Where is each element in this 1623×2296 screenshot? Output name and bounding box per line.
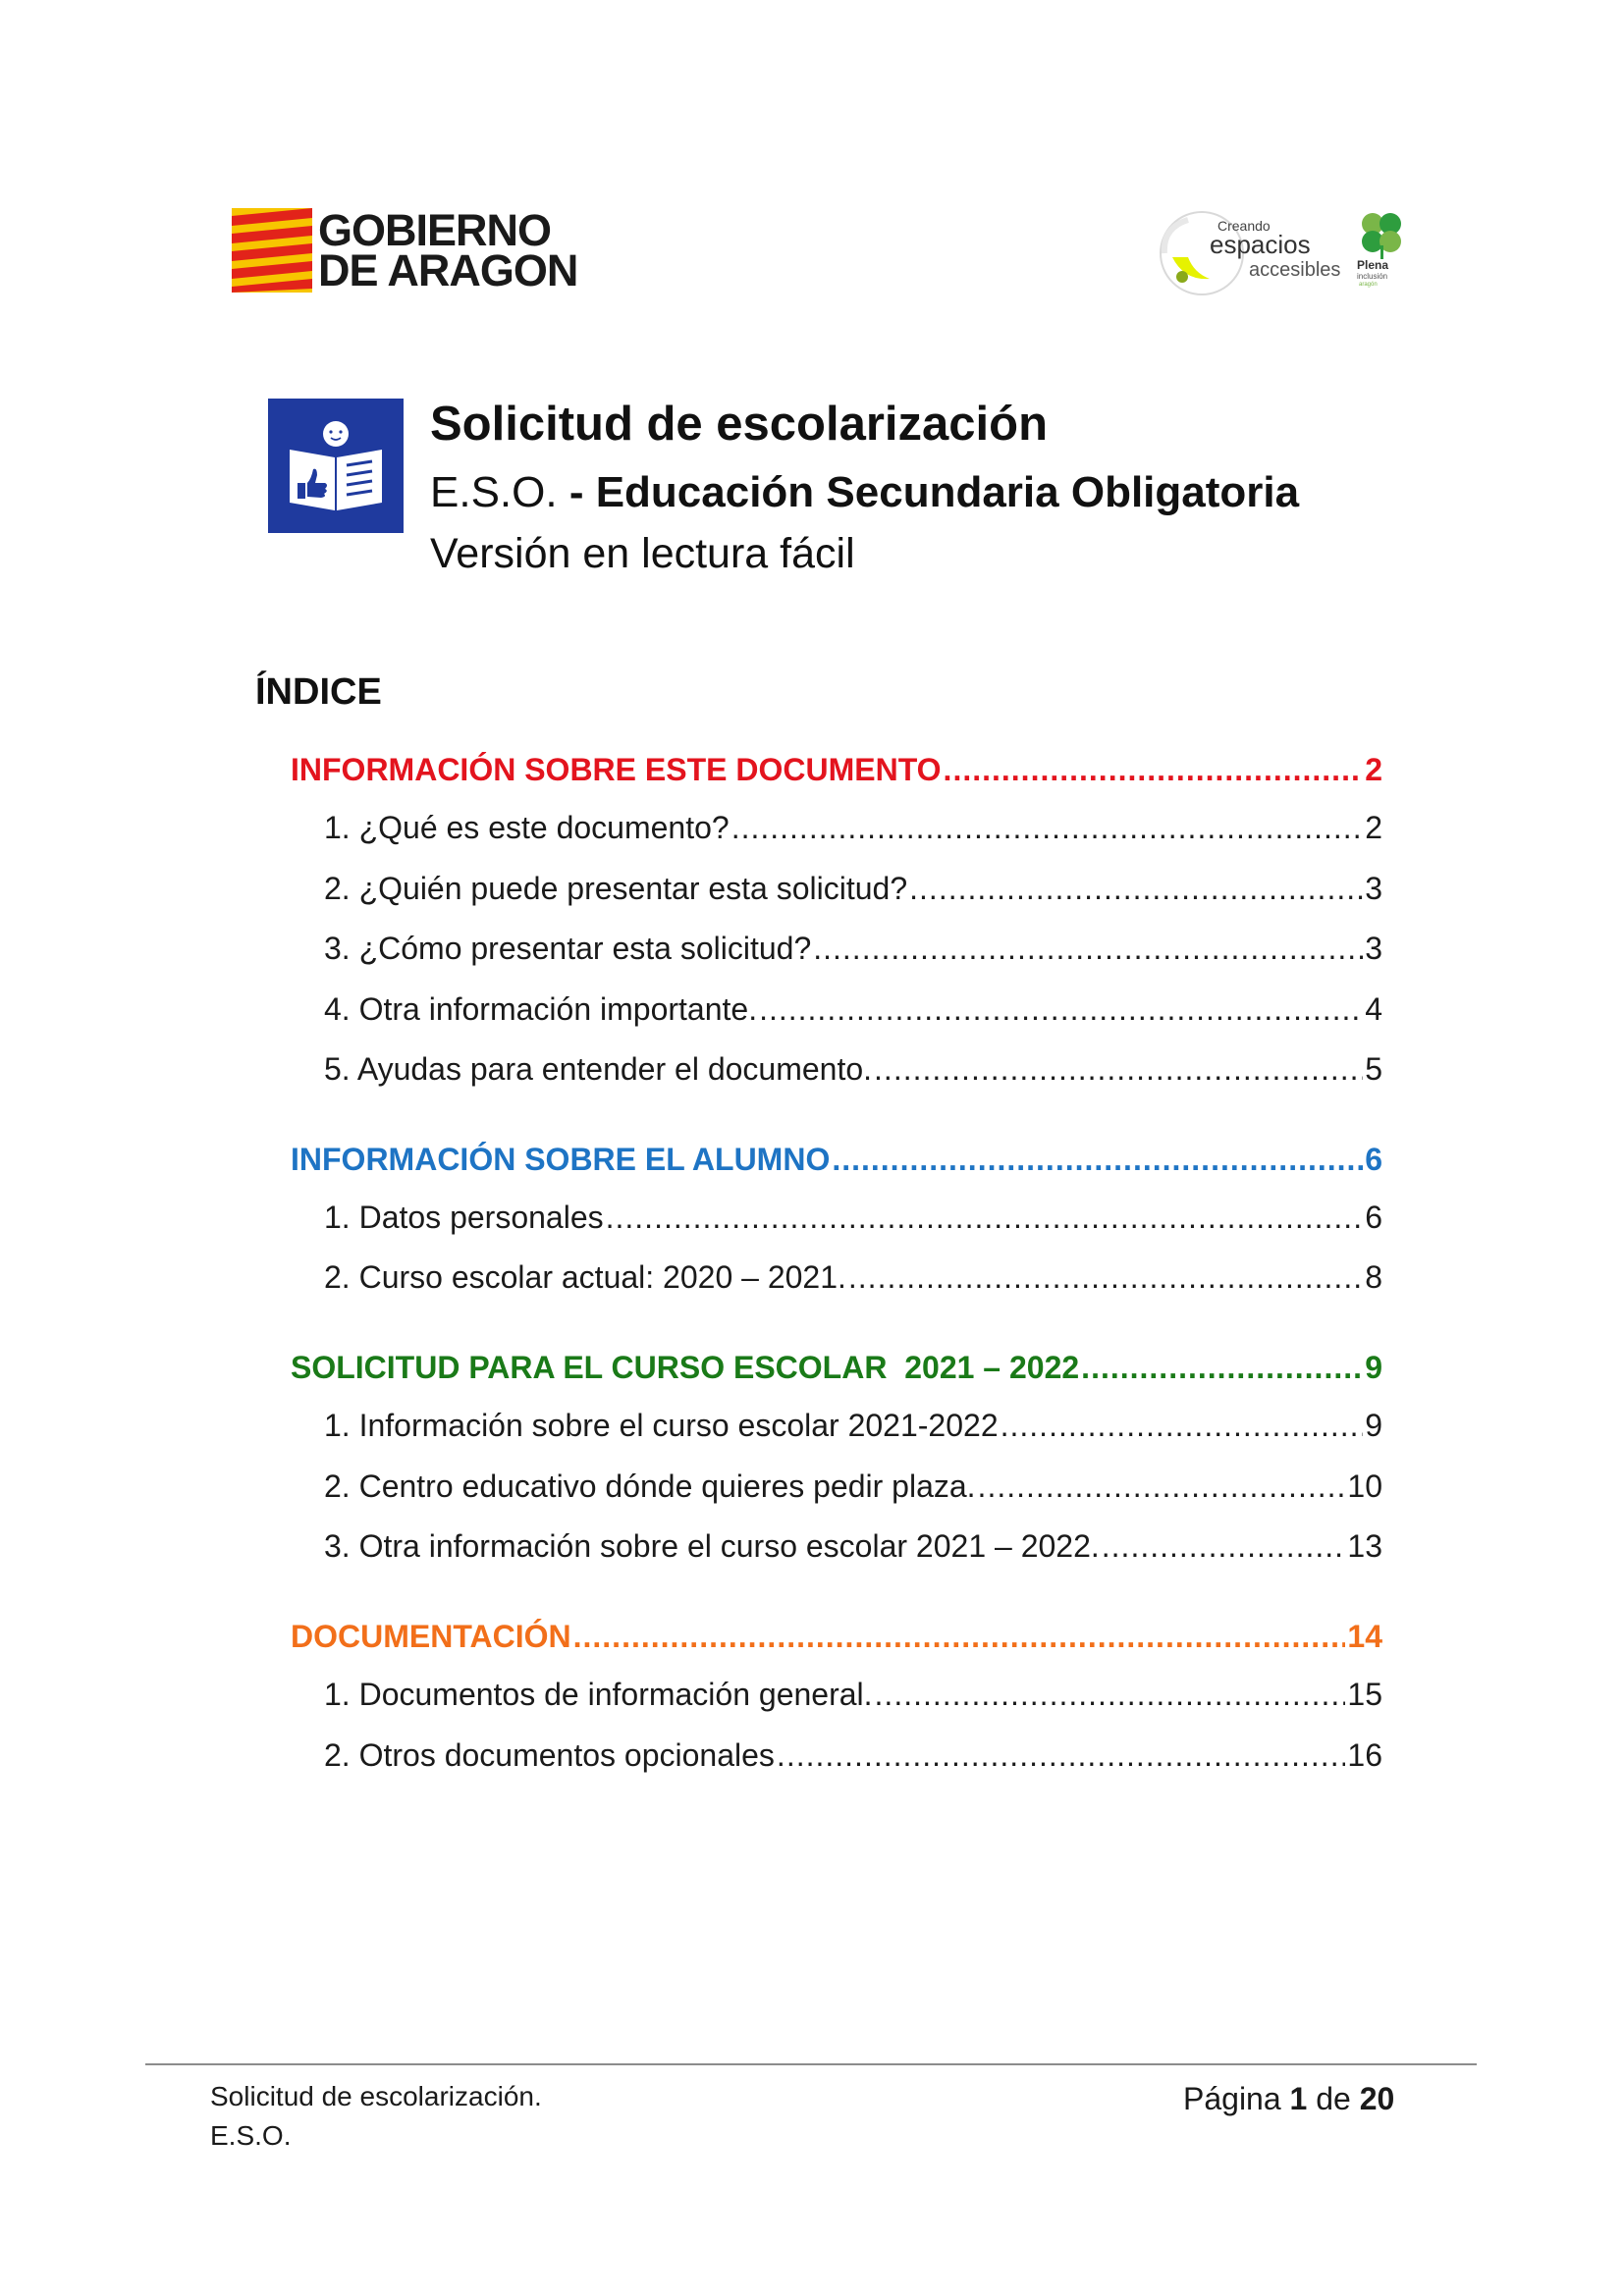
toc-item[interactable] bbox=[324, 1198, 1382, 1237]
document-subtitle bbox=[430, 468, 1299, 517]
toc-page: 2 bbox=[1365, 752, 1382, 787]
toc-leader bbox=[606, 1198, 1364, 1237]
toc-label: 1. Documentos de información general. bbox=[324, 1677, 873, 1712]
toc-label: DOCUMENTACIÓN bbox=[291, 1619, 571, 1654]
toc-label: 4. Otra información importante. bbox=[324, 991, 758, 1027]
toc-page: 3 bbox=[1365, 931, 1382, 966]
toc-label: 1. Datos personales bbox=[324, 1200, 604, 1235]
gobierno-aragon-wordmark bbox=[318, 205, 578, 295]
toc-item[interactable] bbox=[324, 1049, 1382, 1089]
toc-page: 9 bbox=[1365, 1408, 1382, 1443]
toc-page: 6 bbox=[1365, 1200, 1382, 1235]
toc-item[interactable] bbox=[324, 929, 1382, 968]
toc-label: 1. Información sobre el curso escolar 2021-2022 bbox=[324, 1408, 999, 1443]
toc-page: 2 bbox=[1365, 810, 1382, 845]
toc-page: 15 bbox=[1347, 1677, 1382, 1712]
logo-inclusion-text: inclusión bbox=[1357, 272, 1388, 281]
page-current: 1 bbox=[1289, 2081, 1308, 2116]
toc-label: INFORMACIÓN SOBRE ESTE DOCUMENTO bbox=[291, 752, 942, 787]
toc-label: 2. ¿Quién puede presentar esta solicitud? bbox=[324, 871, 908, 906]
logo-plena-text: Plena bbox=[1357, 258, 1389, 272]
subtitle-eso: E.S.O. bbox=[430, 468, 558, 516]
toc-leader bbox=[813, 929, 1363, 968]
logo-creando-text: Creando bbox=[1217, 218, 1271, 234]
easy-read-icon bbox=[268, 399, 404, 533]
toc-item[interactable] bbox=[324, 869, 1382, 908]
toc-leader bbox=[573, 1617, 1346, 1656]
page-prefix: Página bbox=[1183, 2081, 1281, 2116]
toc-item[interactable] bbox=[324, 1526, 1382, 1566]
toc-label: 5. Ayudas para entender el documento. bbox=[324, 1051, 873, 1087]
toc-label: 2. Otros documentos opcionales bbox=[324, 1737, 775, 1773]
footer-divider bbox=[145, 2063, 1477, 2065]
index-heading: ÍNDICE bbox=[255, 671, 382, 713]
toc-leader bbox=[759, 989, 1363, 1029]
toc-leader bbox=[1081, 1348, 1363, 1387]
toc-item[interactable] bbox=[324, 1467, 1382, 1506]
toc-item[interactable] bbox=[324, 808, 1382, 847]
toc-leader bbox=[1102, 1526, 1346, 1566]
toc-label: 3. ¿Cómo presentar esta solicitud? bbox=[324, 931, 812, 966]
logo-aragon-text: aragón bbox=[1359, 282, 1378, 288]
toc-section-documentacion[interactable] bbox=[291, 1617, 1382, 1656]
logo-line-1: GOBIERNO bbox=[318, 205, 552, 255]
toc-leader bbox=[944, 750, 1364, 789]
footer-document-name: Solicitud de escolarización. bbox=[210, 2081, 542, 2111]
toc-section-solicitud-curso[interactable] bbox=[291, 1348, 1382, 1387]
toc-leader bbox=[875, 1675, 1346, 1714]
toc-leader bbox=[874, 1049, 1363, 1089]
document-version: Versión en lectura fácil bbox=[430, 530, 855, 577]
toc-label: INFORMACIÓN SOBRE EL ALUMNO bbox=[291, 1142, 831, 1177]
toc-page: 4 bbox=[1365, 991, 1382, 1027]
toc-section-informacion-documento[interactable] bbox=[291, 750, 1382, 789]
plena-inclusion-clover-icon bbox=[1357, 208, 1406, 259]
toc-page: 9 bbox=[1365, 1350, 1382, 1385]
toc-leader bbox=[832, 1140, 1363, 1179]
toc-label: 3. Otra información sobre el curso escolar 2021 – 2022. bbox=[324, 1528, 1100, 1564]
footer-page-number bbox=[1183, 2081, 1394, 2117]
logo-espacios-text: espacios bbox=[1210, 230, 1311, 259]
toc-leader bbox=[909, 869, 1363, 908]
toc-item[interactable] bbox=[324, 1406, 1382, 1445]
toc-item[interactable] bbox=[324, 1735, 1382, 1775]
toc-page: 6 bbox=[1365, 1142, 1382, 1177]
toc-page: 10 bbox=[1347, 1468, 1382, 1504]
document-title: Solicitud de escolarización bbox=[430, 398, 1049, 451]
toc-section-informacion-alumno[interactable] bbox=[291, 1140, 1382, 1179]
toc-item[interactable] bbox=[324, 1675, 1382, 1714]
toc-leader bbox=[978, 1467, 1346, 1506]
toc-page: 13 bbox=[1347, 1528, 1382, 1564]
toc-leader bbox=[848, 1257, 1363, 1297]
page-mid: de bbox=[1316, 2081, 1351, 2116]
logo-line-2: DE ARAGON bbox=[318, 245, 578, 295]
toc-label: SOLICITUD PARA EL CURSO ESCOLAR 2021 – 2022 bbox=[291, 1350, 1080, 1385]
toc-page: 8 bbox=[1365, 1259, 1382, 1295]
page-total: 20 bbox=[1359, 2081, 1395, 2116]
subtitle-education: - Educación Secundaria Obligatoria bbox=[557, 468, 1300, 516]
toc-item[interactable] bbox=[324, 989, 1382, 1029]
toc-page: 16 bbox=[1347, 1737, 1382, 1773]
aragon-flag-icon bbox=[232, 208, 312, 293]
toc-leader bbox=[731, 808, 1364, 847]
toc-page: 14 bbox=[1347, 1619, 1382, 1654]
logo-accesibles-text: accesibles bbox=[1249, 259, 1341, 281]
toc-label: 2. Centro educativo dónde quieres pedir plaza. bbox=[324, 1468, 976, 1504]
toc-label: 2. Curso escolar actual: 2020 – 2021. bbox=[324, 1259, 846, 1295]
gobierno-aragon-logo bbox=[232, 205, 578, 295]
toc-leader bbox=[777, 1735, 1345, 1775]
toc-item[interactable] bbox=[324, 1257, 1382, 1297]
toc-page: 3 bbox=[1365, 871, 1382, 906]
toc-leader bbox=[1001, 1406, 1364, 1445]
toc-label: 1. ¿Qué es este documento? bbox=[324, 810, 730, 845]
creando-espacios-accesibles-logo bbox=[1155, 208, 1406, 298]
toc-page: 5 bbox=[1365, 1051, 1382, 1087]
footer-document-level: E.S.O. bbox=[210, 2120, 292, 2151]
